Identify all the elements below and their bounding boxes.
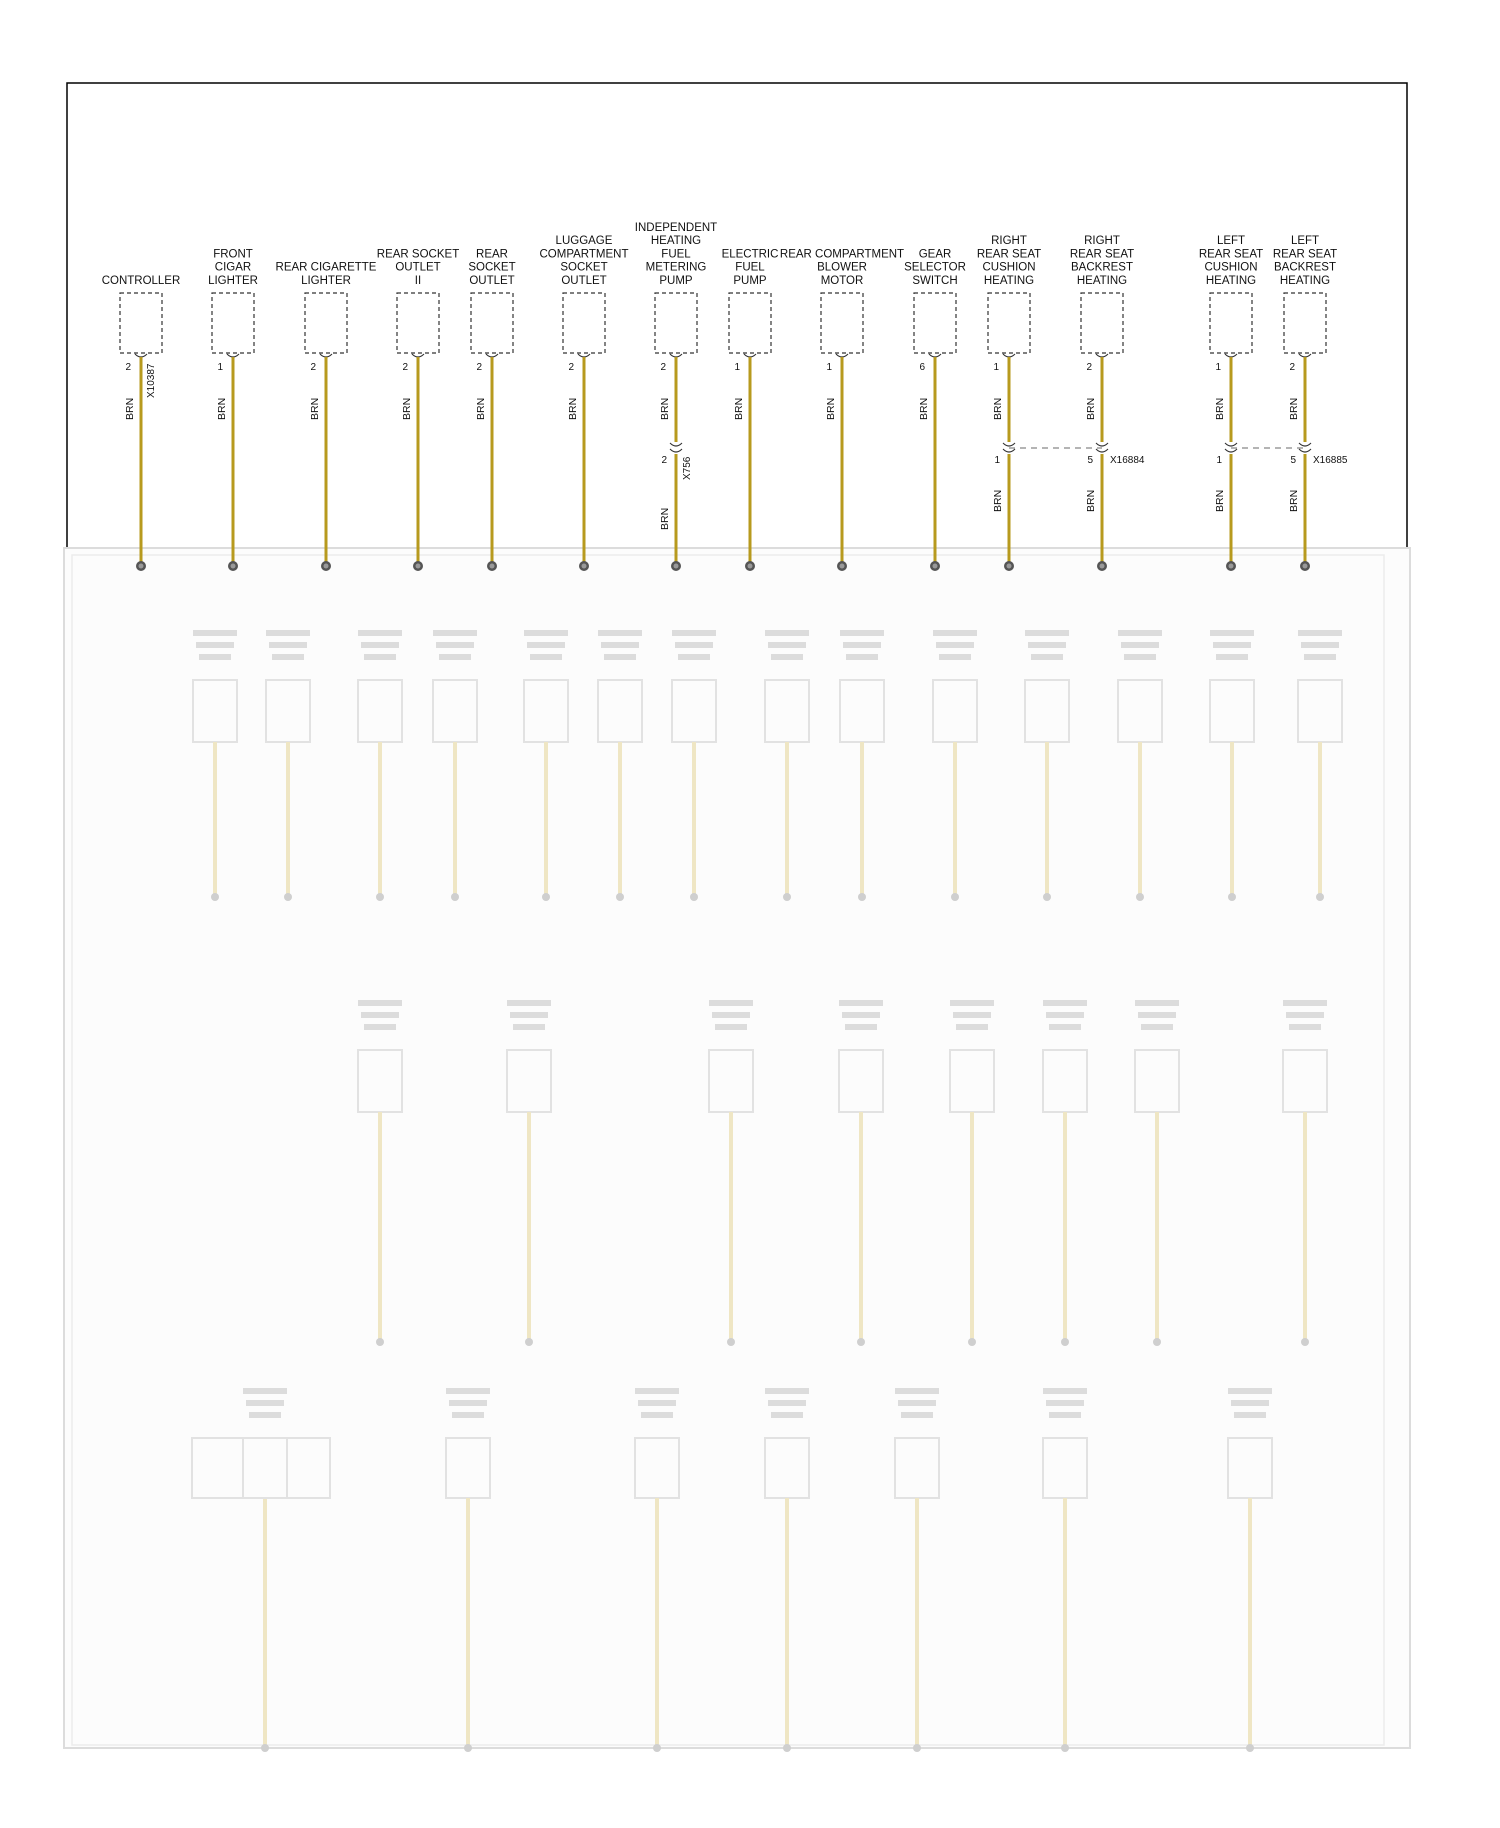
pin-terminal xyxy=(135,354,147,357)
blurred-text xyxy=(243,1388,287,1394)
blurred-dot xyxy=(1136,893,1144,901)
diagram-frame xyxy=(67,83,1407,548)
blurred-text xyxy=(1234,1412,1266,1418)
pin-number: 2 xyxy=(568,362,574,373)
blurred-text xyxy=(1283,1000,1327,1006)
ground-terminal-inner xyxy=(1303,564,1308,569)
blurred-text xyxy=(193,630,237,636)
pin-terminal xyxy=(836,354,848,357)
blurred-text xyxy=(1046,1012,1084,1018)
pin-terminal xyxy=(486,354,498,357)
component-label: REAR SEAT xyxy=(1272,248,1338,261)
wire-color: BRN xyxy=(992,397,1004,420)
pin-terminal xyxy=(744,354,756,357)
blurred-text xyxy=(524,630,568,636)
component-right-rear-seat-backrest-heating xyxy=(1070,235,1145,571)
connector-id: X10387 xyxy=(146,363,157,398)
component-box xyxy=(471,293,513,353)
blurred-text xyxy=(199,654,231,660)
ground-terminal-inner xyxy=(933,564,938,569)
blurred-text xyxy=(1043,1388,1087,1394)
pin-number: 2 xyxy=(476,362,482,373)
pin-number: 1 xyxy=(1215,362,1221,373)
pin-number: 2 xyxy=(1086,362,1092,373)
wire-color: BRN xyxy=(825,397,837,420)
blurred-text xyxy=(1231,1400,1269,1406)
blurred-text xyxy=(842,1012,880,1018)
component-label: BACKREST xyxy=(1274,261,1336,274)
blurred-text xyxy=(272,654,304,660)
inline-pin-number: 5 xyxy=(1290,455,1296,466)
pin-terminal xyxy=(320,354,332,357)
pin-number: 1 xyxy=(734,362,740,373)
wire-color: BRN xyxy=(733,397,745,420)
inline-pin-number: 1 xyxy=(1216,455,1222,466)
blurred-text xyxy=(678,654,710,660)
blurred-text xyxy=(1286,1012,1324,1018)
component-label: SWITCH xyxy=(912,275,958,287)
wire-color: BRN xyxy=(918,397,930,420)
component-gear-selector-switch xyxy=(904,248,966,571)
blurred-dot xyxy=(1043,893,1051,901)
wire-color-lower: BRN xyxy=(1085,489,1097,512)
component-rear-socket-outlet-ii xyxy=(377,248,459,571)
blurred-text xyxy=(364,1024,396,1030)
wire-color-lower: BRN xyxy=(659,507,671,530)
component-controller xyxy=(102,275,181,571)
blurred-text xyxy=(1043,1000,1087,1006)
blurred-dot xyxy=(1061,1744,1069,1752)
blurred-text xyxy=(510,1012,548,1018)
pin-number: 1 xyxy=(826,362,832,373)
blurred-text xyxy=(638,1400,676,1406)
pin-number: 2 xyxy=(125,362,131,373)
pin-number: 2 xyxy=(660,362,666,373)
component-label: REAR SEAT xyxy=(1198,248,1264,261)
component-label: REAR SOCKET xyxy=(376,248,460,261)
blurred-text xyxy=(246,1400,284,1406)
component-label: ELECTRIC xyxy=(721,248,779,261)
wire-color: BRN xyxy=(567,397,579,420)
component-label: GEAR xyxy=(918,248,952,261)
component-label: INDEPENDENT xyxy=(634,221,718,234)
blurred-text xyxy=(196,642,234,648)
ground-terminal-inner xyxy=(416,564,421,569)
blurred-dot xyxy=(1316,893,1324,901)
component-label: REAR SEAT xyxy=(1069,248,1135,261)
component-label: OUTLET xyxy=(395,261,441,274)
blurred-dot xyxy=(1228,893,1236,901)
inline-connector-symbol xyxy=(670,443,682,452)
pin-terminal xyxy=(1225,354,1237,357)
wire-color: BRN xyxy=(659,397,671,420)
ground-terminal-inner xyxy=(1100,564,1105,569)
blurred-dot xyxy=(525,1338,533,1346)
pin-terminal xyxy=(1003,354,1015,357)
pin-number: 2 xyxy=(1289,362,1295,373)
pin-terminal xyxy=(1096,354,1108,357)
inline-pin-number: 5 xyxy=(1087,455,1093,466)
blurred-text xyxy=(956,1024,988,1030)
blurred-text xyxy=(249,1412,281,1418)
component-label: SOCKET xyxy=(560,261,608,274)
component-rear-cigarette-lighter xyxy=(276,262,377,571)
blurred-text xyxy=(1228,1388,1272,1394)
blurred-text xyxy=(1046,1400,1084,1406)
wire-color-lower: BRN xyxy=(1288,489,1300,512)
component-label: CUSHION xyxy=(982,261,1036,274)
blurred-dot xyxy=(857,1338,865,1346)
component-label: REAR xyxy=(476,248,508,261)
blurred-text xyxy=(768,1400,806,1406)
wire-color: BRN xyxy=(401,397,413,420)
component-label: RIGHT xyxy=(991,235,1027,248)
blurred-text xyxy=(950,1000,994,1006)
component-label: FUEL xyxy=(735,261,765,274)
blurred-text xyxy=(898,1400,936,1406)
component-label: SELECTOR xyxy=(904,261,966,274)
blurred-text xyxy=(358,1000,402,1006)
blurred-text xyxy=(361,1012,399,1018)
blurred-text xyxy=(601,642,639,648)
blurred-text xyxy=(936,642,974,648)
blurred-text xyxy=(1025,630,1069,636)
inline-connector-id: X756 xyxy=(682,456,693,480)
blurred-text xyxy=(1213,642,1251,648)
component-box xyxy=(1081,293,1123,353)
wire-color-lower: BRN xyxy=(992,489,1004,512)
ground-terminal-inner xyxy=(582,564,587,569)
blurred-text xyxy=(358,630,402,636)
blurred-text xyxy=(709,1000,753,1006)
blurred-text xyxy=(843,642,881,648)
blurred-dot xyxy=(1061,1338,1069,1346)
blurred-text xyxy=(598,630,642,636)
blurred-text xyxy=(1298,630,1342,636)
pin-terminal xyxy=(670,354,682,357)
ground-terminal-inner xyxy=(748,564,753,569)
blurred-text xyxy=(1028,642,1066,648)
ground-terminal-inner xyxy=(1007,564,1012,569)
component-label: SOCKET xyxy=(468,261,516,274)
blurred-text xyxy=(1118,630,1162,636)
blurred-text xyxy=(712,1012,750,1018)
wire-color: BRN xyxy=(1085,397,1097,420)
blurred-text xyxy=(1216,654,1248,660)
blurred-text xyxy=(527,642,565,648)
blurred-text xyxy=(1124,654,1156,660)
blurred-text xyxy=(845,1024,877,1030)
component-box xyxy=(212,293,254,353)
blurred-text xyxy=(1121,642,1159,648)
blurred-text xyxy=(1289,1024,1321,1030)
blurred-text xyxy=(953,1012,991,1018)
component-label: LEFT xyxy=(1216,235,1246,248)
component-label: BACKREST xyxy=(1071,261,1133,274)
pin-terminal xyxy=(1299,354,1311,357)
component-label: FUEL xyxy=(661,248,691,261)
wire-color: BRN xyxy=(124,397,136,420)
blurred-dot xyxy=(1246,1744,1254,1752)
blurred-dot xyxy=(968,1338,976,1346)
blurred-dot xyxy=(690,893,698,901)
component-label: HEATING xyxy=(1076,275,1128,287)
wire-color: BRN xyxy=(216,397,228,420)
component-box xyxy=(1210,293,1252,353)
blurred-dot xyxy=(542,893,550,901)
blurred-dot xyxy=(616,893,624,901)
inline-pin-number: 2 xyxy=(661,455,667,466)
ground-terminal-inner xyxy=(840,564,845,569)
inline-pin-number: 1 xyxy=(994,455,1000,466)
component-box xyxy=(655,293,697,353)
blurred-text xyxy=(771,654,803,660)
wire-color-lower: BRN xyxy=(1214,489,1226,512)
blurred-dot xyxy=(261,1744,269,1752)
component-label: II xyxy=(414,275,422,287)
inline-connector-id: X16884 xyxy=(1110,455,1145,466)
component-label: METERING xyxy=(645,261,707,274)
blurred-text xyxy=(1304,654,1336,660)
component-label: REAR CIGARETTE xyxy=(275,261,377,274)
component-front-cigar-lighter xyxy=(208,248,258,571)
inline-connector-id: X16885 xyxy=(1313,455,1348,466)
component-rear-socket-outlet xyxy=(468,248,515,571)
blurred-dot xyxy=(376,1338,384,1346)
blurred-dot xyxy=(653,1744,661,1752)
component-label: PUMP xyxy=(659,275,693,287)
component-label: HEATING xyxy=(983,275,1035,287)
component-box xyxy=(729,293,771,353)
pin-number: 2 xyxy=(310,362,316,373)
blurred-text xyxy=(513,1024,545,1030)
blurred-dot xyxy=(1153,1338,1161,1346)
blurred-text xyxy=(675,642,713,648)
blurred-text xyxy=(672,630,716,636)
component-label: CUSHION xyxy=(1204,261,1258,274)
blurred-text xyxy=(364,654,396,660)
ground-terminal-inner xyxy=(324,564,329,569)
blurred-text xyxy=(507,1000,551,1006)
component-label: CONTROLLER xyxy=(101,275,181,287)
blurred-text xyxy=(1138,1012,1176,1018)
ground-terminal-inner xyxy=(231,564,236,569)
component-label: MOTOR xyxy=(820,275,864,287)
blurred-region xyxy=(64,548,1410,1752)
blurred-text xyxy=(715,1024,747,1030)
blurred-text xyxy=(266,630,310,636)
component-label: LIGHTER xyxy=(301,275,351,287)
wire-color: BRN xyxy=(309,397,321,420)
blurred-text xyxy=(449,1400,487,1406)
blurred-dot xyxy=(783,893,791,901)
blurred-dot xyxy=(451,893,459,901)
component-box xyxy=(305,293,347,353)
component-label: PUMP xyxy=(733,275,767,287)
blurred-text xyxy=(765,1388,809,1394)
pin-terminal xyxy=(227,354,239,357)
blurred-text xyxy=(901,1412,933,1418)
blurred-text xyxy=(1141,1024,1173,1030)
blurred-dot xyxy=(464,1744,472,1752)
blurred-dot xyxy=(376,893,384,901)
component-label: LUGGAGE xyxy=(555,235,613,248)
blurred-text xyxy=(1135,1000,1179,1006)
component-luggage-compartment-socket-outlet xyxy=(539,235,628,571)
ground-terminal-inner xyxy=(139,564,144,569)
blurred-text xyxy=(433,630,477,636)
blurred-text xyxy=(846,654,878,660)
pin-number: 1 xyxy=(993,362,999,373)
blurred-text xyxy=(840,630,884,636)
blurred-dot xyxy=(783,1744,791,1752)
component-box xyxy=(988,293,1030,353)
blurred-text xyxy=(530,654,562,660)
blurred-text xyxy=(269,642,307,648)
pin-terminal xyxy=(929,354,941,357)
component-label: REAR SEAT xyxy=(976,248,1042,261)
blurred-dot xyxy=(1301,1338,1309,1346)
component-box xyxy=(1284,293,1326,353)
blurred-text xyxy=(768,642,806,648)
component-label: HEATING xyxy=(1205,275,1257,287)
pin-terminal xyxy=(412,354,424,357)
blurred-text xyxy=(1049,1412,1081,1418)
component-label: LIGHTER xyxy=(208,275,258,287)
blurred-text xyxy=(1301,642,1339,648)
wire-color: BRN xyxy=(1214,397,1226,420)
component-label: COMPARTMENT xyxy=(539,248,629,261)
blurred-text xyxy=(1210,630,1254,636)
blurred-text xyxy=(939,654,971,660)
blurred-dot xyxy=(211,893,219,901)
wire-color: BRN xyxy=(475,397,487,420)
component-box xyxy=(120,293,162,353)
blurred-text xyxy=(361,642,399,648)
blurred-text xyxy=(1049,1024,1081,1030)
component-label: HEATING xyxy=(1279,275,1331,287)
blurred-text xyxy=(933,630,977,636)
blurred-text xyxy=(895,1388,939,1394)
blurred-text xyxy=(771,1412,803,1418)
component-electric-fuel-pump xyxy=(722,248,779,571)
component-label: OUTLET xyxy=(561,275,607,287)
component-label: CIGAR xyxy=(214,261,252,274)
blurred-text xyxy=(635,1388,679,1394)
ground-terminal-inner xyxy=(490,564,495,569)
blurred-dot xyxy=(951,893,959,901)
blurred-text xyxy=(1031,654,1063,660)
blurred-text xyxy=(452,1412,484,1418)
ground-terminal-inner xyxy=(674,564,679,569)
blurred-text xyxy=(839,1000,883,1006)
component-label: REAR COMPARTMENT xyxy=(779,248,905,261)
pin-terminal xyxy=(578,354,590,357)
component-label: HEATING xyxy=(650,235,702,248)
component-label: LEFT xyxy=(1290,235,1320,248)
component-box xyxy=(914,293,956,353)
blurred-dot xyxy=(284,893,292,901)
pin-number: 6 xyxy=(919,362,925,373)
component-right-rear-seat-cushion-heating xyxy=(977,235,1041,571)
blurred-dot xyxy=(727,1338,735,1346)
component-label: BLOWER xyxy=(817,261,867,274)
blurred-text xyxy=(765,630,809,636)
pin-number: 1 xyxy=(217,362,223,373)
blurred-text xyxy=(641,1412,673,1418)
component-box xyxy=(563,293,605,353)
component-label: RIGHT xyxy=(1084,235,1120,248)
blurred-text xyxy=(439,654,471,660)
ground-terminal-inner xyxy=(1229,564,1234,569)
pin-number: 2 xyxy=(402,362,408,373)
component-left-rear-seat-backrest-heating xyxy=(1273,235,1348,571)
blurred-text xyxy=(604,654,636,660)
wire-color: BRN xyxy=(1288,397,1300,420)
blurred-text xyxy=(446,1388,490,1394)
component-box xyxy=(397,293,439,353)
blurred-text xyxy=(436,642,474,648)
blurred-dot xyxy=(858,893,866,901)
component-box xyxy=(821,293,863,353)
component-label: OUTLET xyxy=(469,275,515,287)
blurred-dot xyxy=(913,1744,921,1752)
component-label: FRONT xyxy=(213,248,253,261)
component-left-rear-seat-cushion-heating xyxy=(1199,235,1263,571)
component-rear-compartment-blower-motor xyxy=(780,248,904,571)
component-independent-heating-fuel-metering-pump xyxy=(635,222,717,571)
